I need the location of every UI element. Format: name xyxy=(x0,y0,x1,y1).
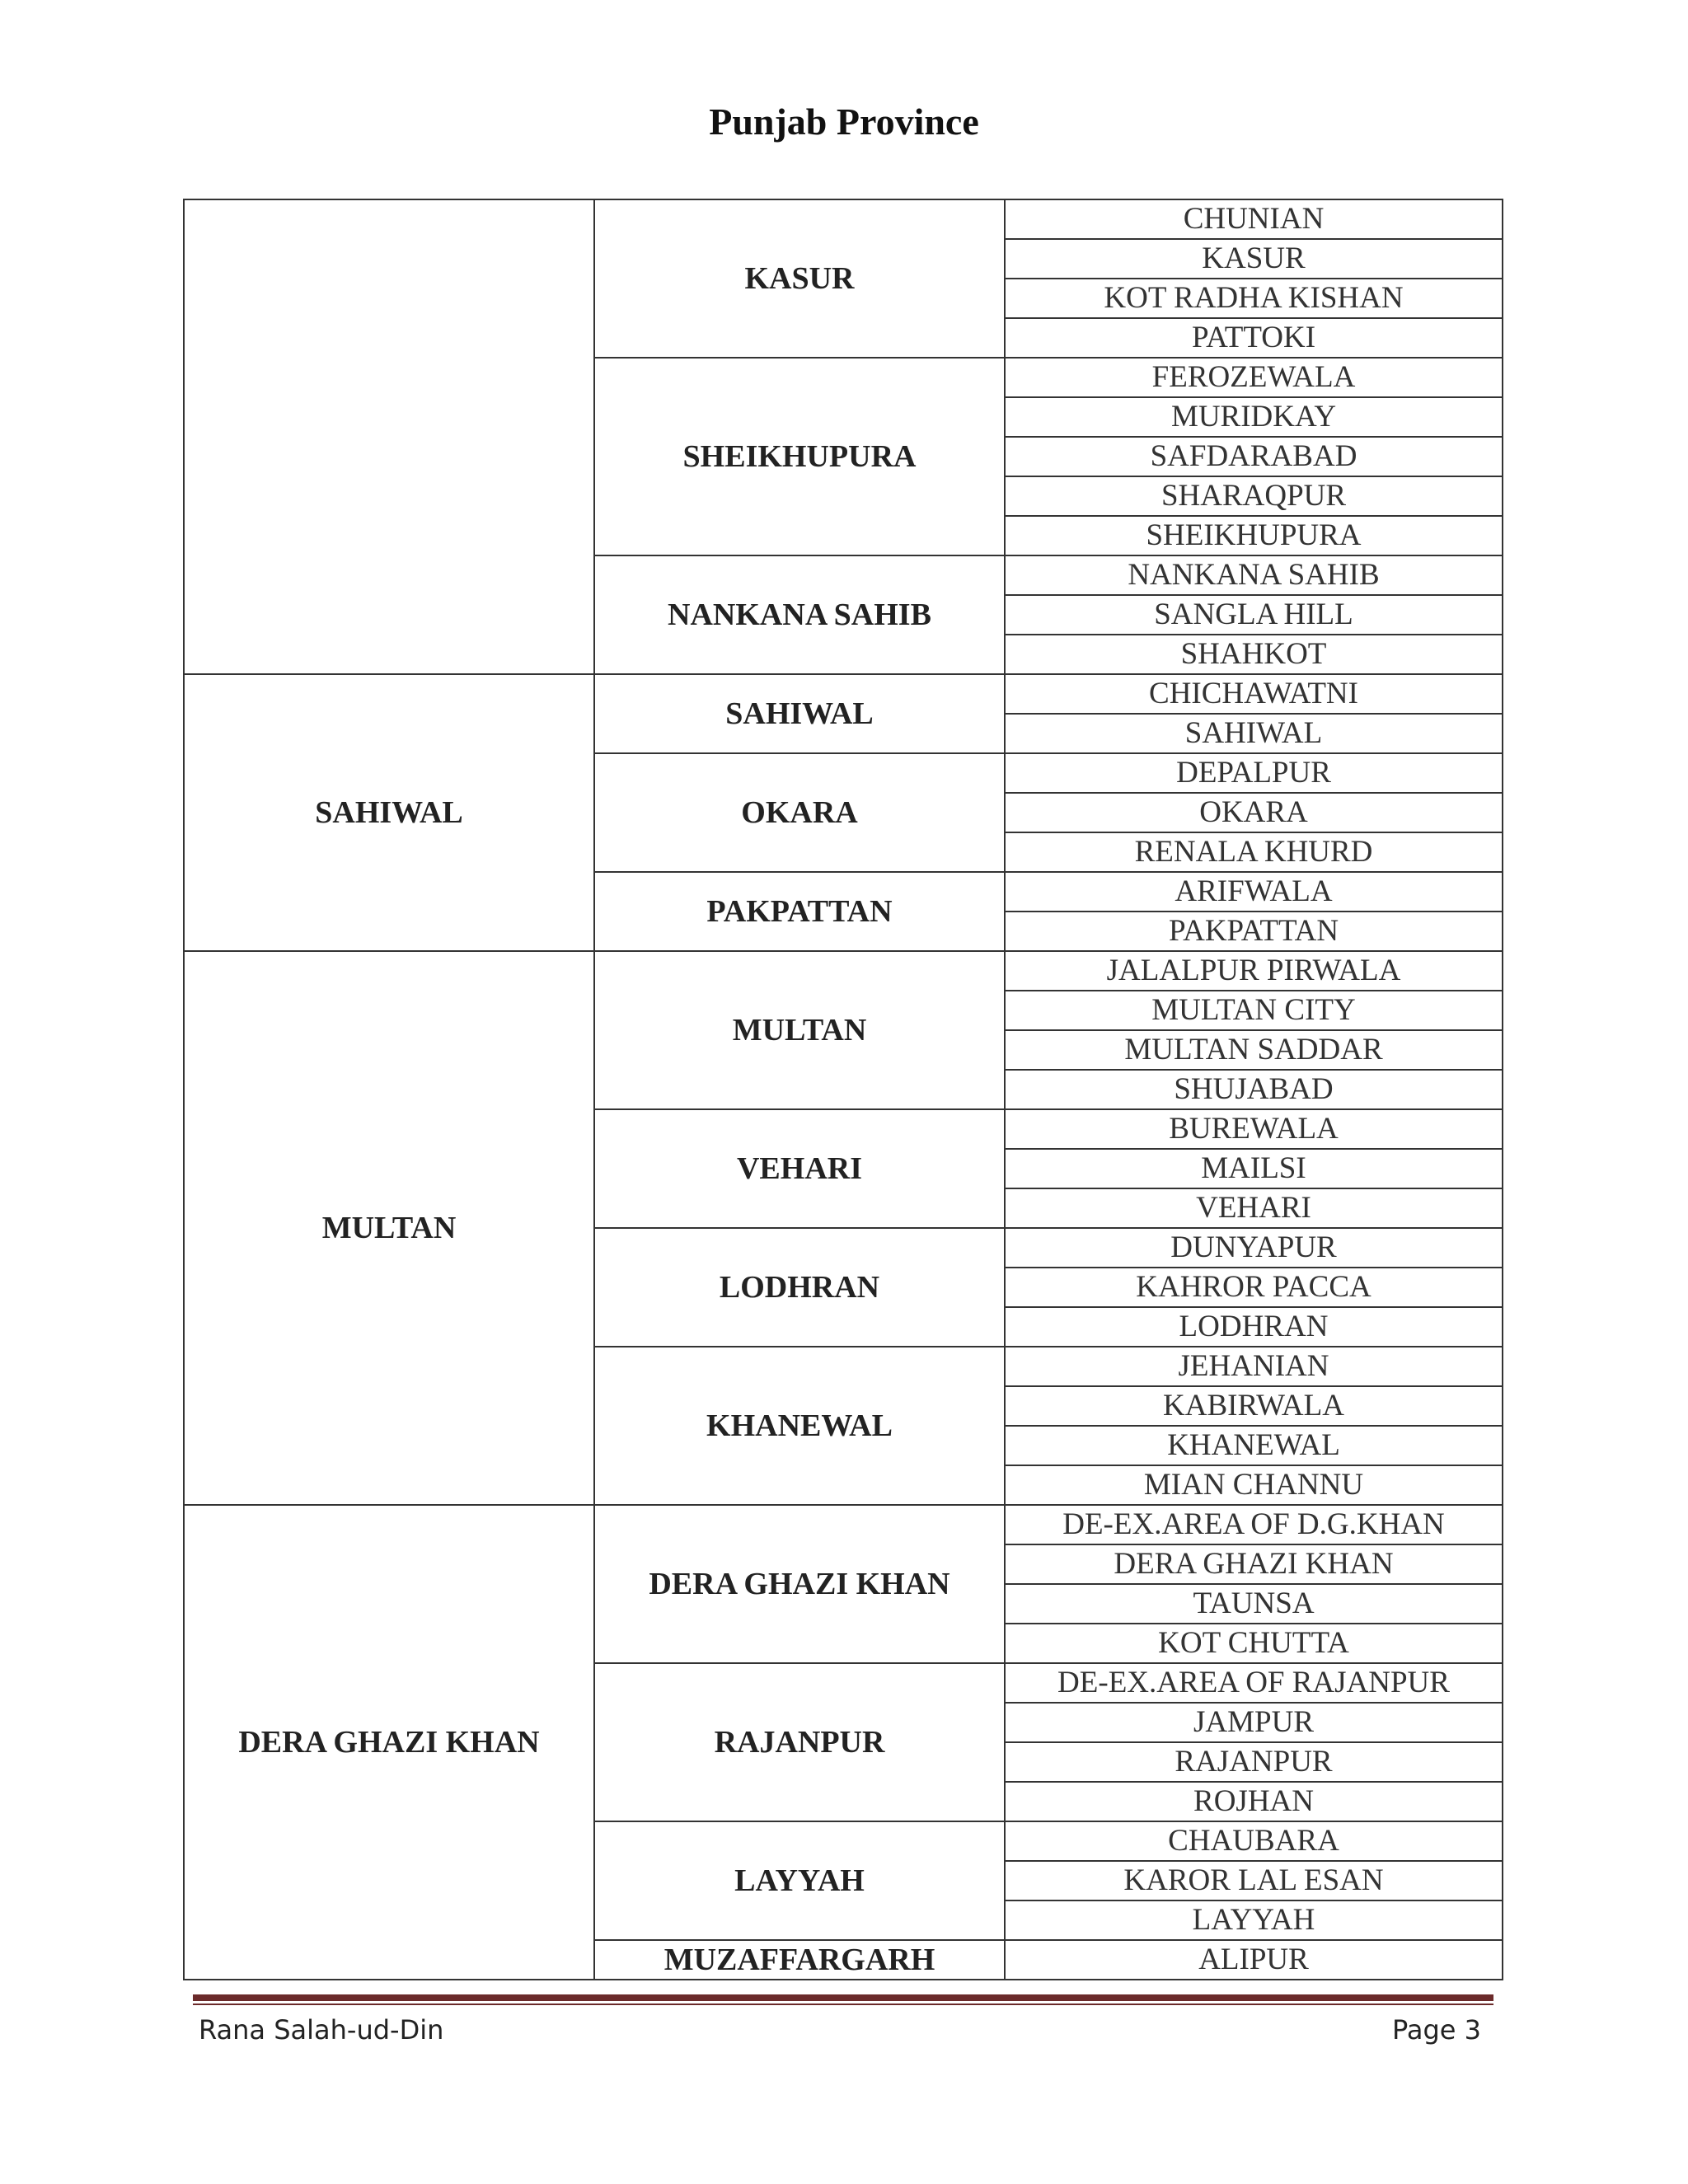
tehsil-cell: KOT RADHA KISHAN xyxy=(1005,279,1503,318)
tehsil-cell: SHUJABAD xyxy=(1005,1070,1503,1109)
tehsil-cell: DE-EX.AREA OF D.G.KHAN xyxy=(1005,1505,1503,1544)
district-cell: VEHARI xyxy=(594,1109,1005,1228)
district-cell: MULTAN xyxy=(594,951,1005,1109)
tehsil-cell: SHAHKOT xyxy=(1005,635,1503,674)
tehsil-cell: MULTAN CITY xyxy=(1005,991,1503,1030)
tehsil-cell: SHEIKHUPURA xyxy=(1005,516,1503,555)
tehsil-cell: MIAN CHANNU xyxy=(1005,1465,1503,1505)
district-cell: RAJANPUR xyxy=(594,1663,1005,1821)
tehsil-cell: KASUR xyxy=(1005,239,1503,279)
table-row xyxy=(184,199,1503,239)
table-body xyxy=(184,199,1503,1980)
district-cell: NANKANA SAHIB xyxy=(594,555,1005,674)
tehsil-cell: MULTAN SADDAR xyxy=(1005,1030,1503,1070)
tehsil-cell: ROJHAN xyxy=(1005,1782,1503,1821)
tehsil-cell: MAILSI xyxy=(1005,1149,1503,1188)
tehsil-cell: DE-EX.AREA OF RAJANPUR xyxy=(1005,1663,1503,1703)
tehsil-cell: RENALA KHURD xyxy=(1005,832,1503,872)
tehsil-cell: MURIDKAY xyxy=(1005,397,1503,437)
district-cell: DERA GHAZI KHAN xyxy=(594,1505,1005,1663)
tehsil-cell: DUNYAPUR xyxy=(1005,1228,1503,1268)
tehsil-cell: PATTOKI xyxy=(1005,318,1503,358)
district-cell: OKARA xyxy=(594,753,1005,872)
tehsil-cell: OKARA xyxy=(1005,793,1503,832)
tehsil-cell: RAJANPUR xyxy=(1005,1742,1503,1782)
tehsil-cell: TAUNSA xyxy=(1005,1584,1503,1624)
tehsil-cell: KAHROR PACCA xyxy=(1005,1268,1503,1307)
tehsil-cell: PAKPATTAN xyxy=(1005,912,1503,951)
district-cell: LODHRAN xyxy=(594,1228,1005,1347)
tehsil-cell: CHUNIAN xyxy=(1005,199,1503,239)
tehsil-cell: ALIPUR xyxy=(1005,1940,1503,1980)
division-district-tehsil-table xyxy=(183,199,1503,1980)
district-cell: SHEIKHUPURA xyxy=(594,358,1005,555)
district-cell: SAHIWAL xyxy=(594,674,1005,753)
tehsil-cell: NANKANA SAHIB xyxy=(1005,555,1503,595)
tehsil-cell: JAMPUR xyxy=(1005,1703,1503,1742)
tehsil-cell: BUREWALA xyxy=(1005,1109,1503,1149)
division-cell: MULTAN xyxy=(184,951,594,1505)
tehsil-cell: DEPALPUR xyxy=(1005,753,1503,793)
tehsil-cell: SANGLA HILL xyxy=(1005,595,1503,635)
division-cell: DERA GHAZI KHAN xyxy=(184,1505,594,1980)
district-cell: LAYYAH xyxy=(594,1821,1005,1940)
tehsil-cell: SHARAQPUR xyxy=(1005,476,1503,516)
tehsil-cell: ARIFWALA xyxy=(1005,872,1503,912)
footer-rule xyxy=(193,1994,1493,2001)
district-cell: PAKPATTAN xyxy=(594,872,1005,951)
tehsil-cell: KAROR LAL ESAN xyxy=(1005,1861,1503,1900)
tehsil-cell: KHANEWAL xyxy=(1005,1426,1503,1465)
tehsil-cell: LAYYAH xyxy=(1005,1900,1503,1940)
page-title: Punjab Province xyxy=(709,101,979,143)
table-row xyxy=(184,1505,1503,1544)
table-row xyxy=(184,674,1503,714)
tehsil-cell: JALALPUR PIRWALA xyxy=(1005,951,1503,991)
tehsil-cell: JEHANIAN xyxy=(1005,1347,1503,1386)
tehsil-cell: KOT CHUTTA xyxy=(1005,1624,1503,1663)
tehsil-cell: VEHARI xyxy=(1005,1188,1503,1228)
footer-page-number: Page 3 xyxy=(1392,2014,1481,2046)
tehsil-cell: DERA GHAZI KHAN xyxy=(1005,1544,1503,1584)
tehsil-cell: SAHIWAL xyxy=(1005,714,1503,753)
footer-rule-thin xyxy=(193,2004,1493,2005)
tehsil-cell: KABIRWALA xyxy=(1005,1386,1503,1426)
district-cell: KASUR xyxy=(594,199,1005,358)
tehsil-cell: FEROZEWALA xyxy=(1005,358,1503,397)
table-row xyxy=(184,951,1503,991)
district-cell: MUZAFFARGARH xyxy=(594,1940,1005,1980)
tehsil-cell: LODHRAN xyxy=(1005,1307,1503,1347)
tehsil-cell: SAFDARABAD xyxy=(1005,437,1503,476)
tehsil-cell: CHICHAWATNI xyxy=(1005,674,1503,714)
division-cell xyxy=(184,199,594,674)
division-cell: SAHIWAL xyxy=(184,674,594,951)
footer-author: Rana Salah-ud-Din xyxy=(199,2014,444,2046)
district-cell: KHANEWAL xyxy=(594,1347,1005,1505)
tehsil-cell: CHAUBARA xyxy=(1005,1821,1503,1861)
